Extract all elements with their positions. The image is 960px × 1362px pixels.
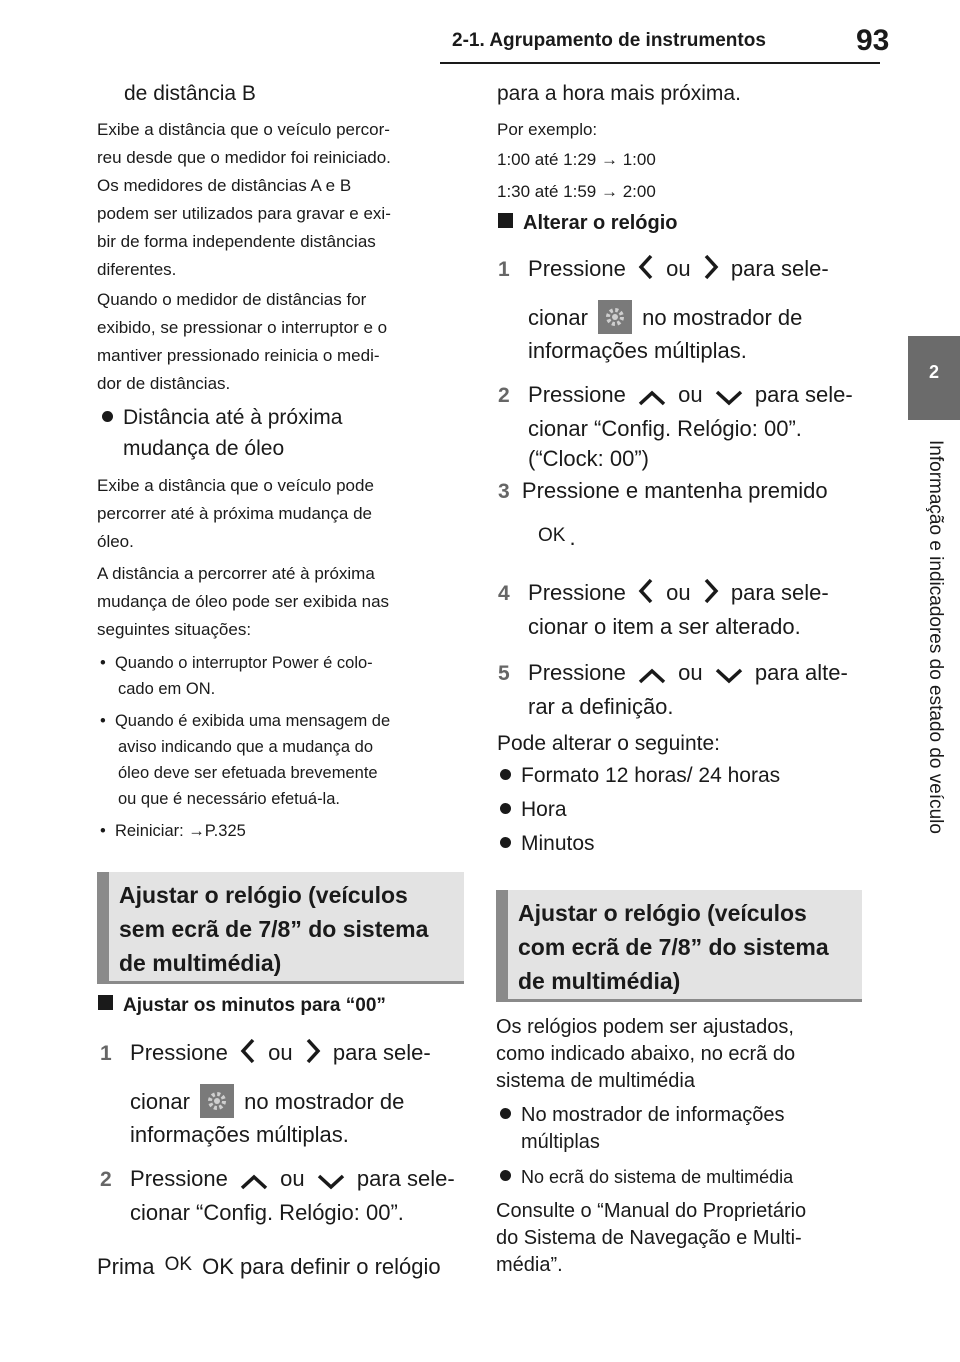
list-item: Formato 12 horas/ 24 horas [500, 760, 780, 791]
bullet-icon [102, 411, 113, 422]
trip-b-paragraph-2: Quando o medidor de distâncias for exibido, se pressionar o interruptor e o mantiver pressionado reinicia o medi- dor de distâncias. [97, 290, 388, 393]
step-1: 1 Pressione ou para sele- cionar no mostrador de informações múltiplas. [100, 1040, 431, 1147]
round-hour-text: para a hora mais próxima. [497, 82, 741, 105]
example-1: 1:00 até 1:29 → 1:00 [497, 150, 656, 169]
clocks-paragraph: Os relógios podem ser ajustados, como indicado abaixo, no ecrã do sistema de multimédia [496, 1016, 796, 1092]
chevron-left-icon [638, 254, 654, 288]
example-2: 1:30 até 1:59 → 2:00 [497, 182, 656, 201]
trip-b-paragraph-1: Exibe a distância que o veículo percor- reu desde que o medidor foi reiniciado. Os medidores de distâncias A e B podem ser utilizados para gravar e exi- bir de forma independente distâncias diferentes. [97, 120, 391, 279]
chevron-right-icon [703, 578, 719, 612]
list-item: • Reiniciar: →P.325 [100, 822, 246, 840]
chevron-down-icon [317, 1168, 345, 1198]
list-item: No ecrã do sistema de multimédia [500, 1164, 793, 1190]
chevron-up-icon [240, 1168, 268, 1198]
bullet-icon [500, 1170, 511, 1181]
chapter-label: Informação e indicadores do estado do veículo [925, 440, 946, 834]
header-rule [440, 62, 880, 64]
manual-reference: Consulte o “Manual do Proprietário do Sistema de Navegação e Multi- média”. [496, 1200, 807, 1276]
subheading-change-clock: Alterar o relógio [498, 212, 677, 235]
gear-icon [598, 300, 632, 334]
section-title: 2-1. Agrupamento de instrumentos [452, 30, 766, 51]
trip-b-title: de distância B [124, 82, 256, 105]
chapter-number: 2 [928, 362, 939, 382]
oil-paragraph-2: A distância a percorrer até à próxima mudança de óleo pode ser exibida nas seguintes situações: [97, 564, 390, 639]
oil-bullet-list: • Quando o interruptor Power é colo- cado em ON. • Quando é exibida uma mensagem de aviso indicando que a mudança do óleo deve ser efetuada brevemente ou que é necessário efetuá-la. • Reiniciar: →P.325 [100, 650, 390, 844]
clock-step-3: 3 Pressione e mantenha premido OK . [498, 478, 828, 550]
oil-paragraph-1: Exibe a distância que o veículo pode percorrer até à próxima mudança de óleo. [97, 476, 374, 551]
list-item: No mostrador de informações múltiplas [500, 1102, 784, 1156]
list-item: • Quando o interruptor Power é colo- [100, 654, 373, 672]
list-item: • Quando é exibida uma mensagem de [100, 712, 391, 730]
bullet-icon [500, 1108, 511, 1119]
subheading-minutes: Ajustar os minutos para “00” [98, 995, 386, 1017]
chevron-down-icon [715, 384, 743, 414]
clock-step-4: 4 Pressione ou para sele- cionar o item a ser alterado. [498, 580, 829, 639]
square-bullet-icon [98, 995, 113, 1010]
chevron-down-icon [715, 662, 743, 692]
prima-ok-line: Prima OK OK para definir o relógio [97, 1254, 441, 1279]
list-item: Minutos [500, 828, 595, 859]
list-item: Hora [500, 794, 567, 825]
section-box-no-multimedia: Ajustar o relógio (veículos sem ecrã de 7/8” do sistema de multimédia) [97, 872, 464, 984]
chevron-up-icon [638, 384, 666, 414]
ok-button-icon: OK [538, 525, 566, 546]
chevron-up-icon [638, 662, 666, 692]
chevron-left-icon [638, 578, 654, 612]
section-box-multimedia: Ajustar o relógio (veículos com ecrã de 7/8” do sistema de multimédia) [496, 890, 862, 1002]
chevron-left-icon [240, 1038, 256, 1072]
chevron-right-icon [305, 1038, 321, 1072]
bullet-icon [500, 837, 511, 848]
step-2: 2 Pressione ou para sele- cionar “Config. Relógio: 00”. [100, 1166, 455, 1225]
can-change-text: Pode alterar o seguinte: [497, 732, 720, 755]
ok-button-icon: OK [164, 1254, 193, 1275]
page-number: 93 [856, 24, 890, 57]
clock-step-2: 2 Pressione ou para sele- cionar “Config. Relógio: 00”. (“Clock: 00”) [498, 382, 853, 471]
bullet-icon [500, 769, 511, 780]
oil-title: Distância até à próxima mudança de óleo [102, 402, 342, 464]
gear-icon [200, 1084, 234, 1118]
clock-step-1: 1 Pressione ou para sele- cionar no mostrador de informações múltiplas. [498, 256, 829, 363]
square-bullet-icon [498, 213, 513, 228]
clock-step-5: 5 Pressione ou para alte- rar a definição. [498, 660, 848, 719]
bullet-icon [500, 803, 511, 814]
chevron-right-icon [703, 254, 719, 288]
example-label: Por exemplo: [497, 120, 598, 139]
